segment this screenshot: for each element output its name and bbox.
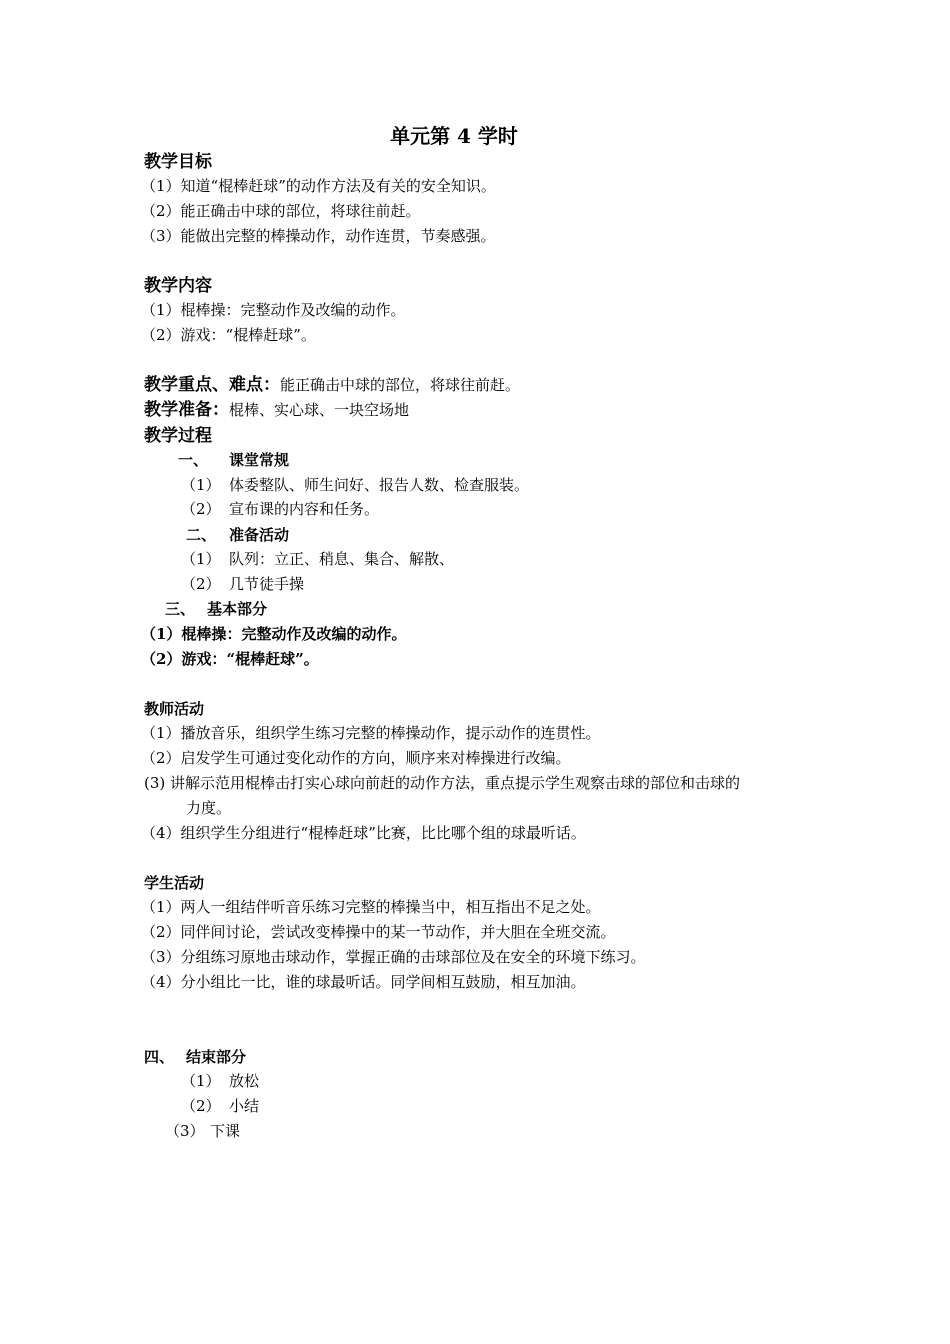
key-points-label: 教学重点、难点： — [144, 375, 280, 395]
section-4-title: 结束部分 — [186, 1048, 247, 1066]
section-3-number: 三、 — [165, 600, 196, 618]
section-4-number: 四、 — [144, 1048, 175, 1066]
list-item: （2）游戏：“棍棒赶球”。 — [141, 650, 319, 668]
key-points-text: 能正确击中球的部位，将球往前赶。 — [280, 376, 521, 394]
list-number: （2） — [181, 575, 221, 593]
list-item: （1）棍棒操：完整动作及改编的动作。 — [141, 625, 407, 643]
teacher-item: （1）播放音乐，组织学生练习完整的棒操动作，提示动作的连贯性。 — [141, 724, 601, 742]
list-item: 放松 — [229, 1072, 260, 1090]
preparation — [144, 400, 409, 420]
teacher-item: （4）组织学生分组进行“棍棒赶球”比赛，比比哪个组的球最听话。 — [141, 824, 586, 842]
list-item: 几节徒手操 — [229, 575, 305, 593]
student-heading: 学生活动 — [144, 874, 205, 892]
list-number: （1） — [181, 476, 221, 494]
goal-item: （3）能做出完整的棒操动作，动作连贯，节奏感强。 — [141, 227, 496, 245]
document-title: 单元第 4 学时 — [390, 124, 518, 148]
content-heading: 教学内容 — [144, 276, 212, 296]
list-number: （2） — [181, 1097, 221, 1115]
goal-item: （1）知道“棍棒赶球”的动作方法及有关的安全知识。 — [141, 177, 496, 195]
teacher-item-continued: 力度。 — [186, 799, 232, 817]
student-item: （4）分小组比一比，谁的球最听话。同学间相互鼓励，相互加油。 — [141, 973, 586, 991]
list-item: 队列：立正、稍息、集合、解散、 — [229, 550, 455, 568]
student-item: （2）同伴间讨论，尝试改变棒操中的某一节动作，并大胆在全班交流。 — [141, 923, 616, 941]
list-number: （1） — [181, 1072, 221, 1090]
preparation-text: 棍棒、实心球、一块空场地 — [229, 401, 410, 419]
teacher-item: （2）启发学生可通过变化动作的方向，顺序来对棒操进行改编。 — [141, 749, 571, 767]
teacher-heading: 教师活动 — [144, 700, 205, 718]
section-2-number: 二、 — [186, 526, 217, 544]
preparation-label: 教学准备： — [144, 400, 229, 420]
section-1-number: 一、 — [178, 451, 209, 469]
content-item: （2）游戏：“棍棒赶球”。 — [141, 326, 316, 344]
section-3-title: 基本部分 — [207, 600, 268, 618]
list-number: （3） — [165, 1122, 205, 1140]
goal-item: （2）能正确击中球的部位，将球往前赶。 — [141, 202, 421, 220]
teacher-item: (3) 讲解示范用棍棒击打实心球向前赶的动作方法，重点提示学生观察击球的部位和击球的 — [144, 774, 741, 792]
section-1-title: 课堂常规 — [229, 451, 290, 469]
list-number: （1） — [181, 550, 221, 568]
content-item: （1）棍棒操：完整动作及改编的动作。 — [141, 301, 406, 319]
student-item: （1）两人一组结伴听音乐练习完整的棒操当中，相互指出不足之处。 — [141, 898, 601, 916]
list-item: 小结 — [229, 1097, 260, 1115]
student-item: （3）分组练习原地击球动作，掌握正确的击球部位及在安全的环境下练习。 — [141, 948, 646, 966]
process-heading: 教学过程 — [144, 426, 212, 446]
goals-heading: 教学目标 — [144, 152, 212, 172]
list-item: 体委整队、师生问好、报告人数、检查服装。 — [229, 476, 530, 494]
list-item: 宣布课的内容和任务。 — [229, 500, 380, 518]
list-number: （2） — [181, 500, 221, 518]
list-item: 下课 — [210, 1122, 241, 1140]
section-2-title: 准备活动 — [229, 526, 290, 544]
key-points — [144, 375, 520, 395]
